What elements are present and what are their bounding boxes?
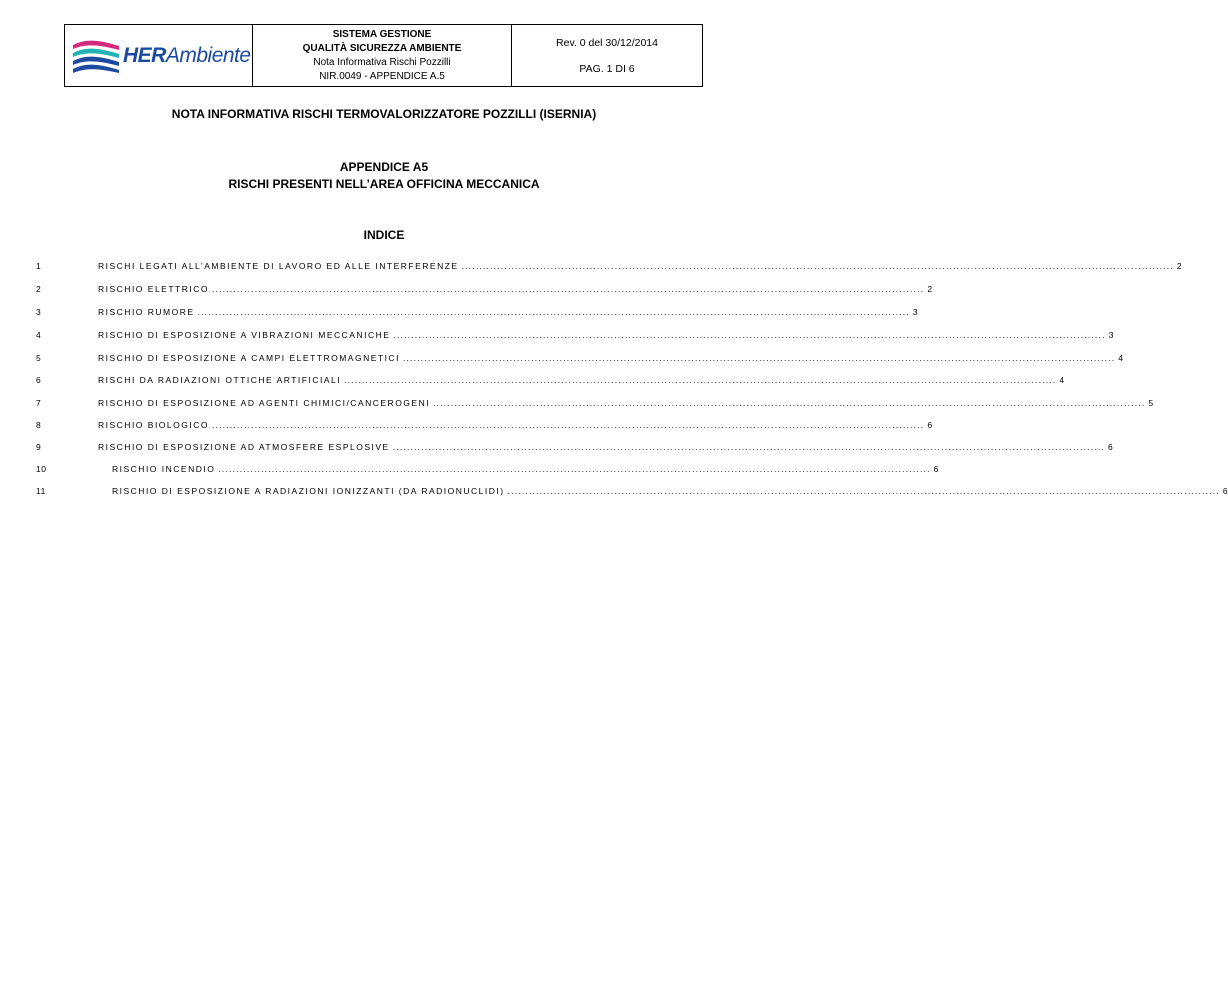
document-header <box>64 24 703 87</box>
toc-leader-dots: ........................................................................................................................................................................................................ <box>433 398 1146 408</box>
company-logo <box>65 37 252 75</box>
toc-leader-dots: ........................................................................................................................................................................................................ <box>392 442 1106 452</box>
toc-entry-title: RISCHIO DI ESPOSIZIONE A VIBRAZIONI MECCANICHE <box>98 330 391 340</box>
toc-entry[interactable] <box>36 420 933 434</box>
revision-text: Rev. 0 del 30/12/2014 <box>556 36 658 49</box>
toc-entry-title: RISCHIO DI ESPOSIZIONE AD AGENTI CHIMICI/CANCEROGENI <box>98 398 431 408</box>
toc-entry[interactable] <box>36 353 1123 367</box>
toc-entry-page: 6 <box>1108 442 1113 452</box>
toc-entry-number: 1 <box>36 261 42 271</box>
toc-leader-dots: ........................................................................................................................................................................................................ <box>402 353 1116 363</box>
toc-leader-dots: ........................................................................................................................................................................................................ <box>212 420 925 430</box>
toc-entry-title: RISCHIO BIOLOGICO <box>98 420 209 430</box>
toc-entry-title: RISCHIO DI ESPOSIZIONE A RADIAZIONI IONIZZANTI (DA RADIONUCLIDI) <box>112 486 505 496</box>
toc-entry[interactable] <box>36 464 939 478</box>
toc-entry-page: 3 <box>912 307 918 317</box>
revision-cell <box>512 25 703 87</box>
toc-entry[interactable] <box>36 330 1114 344</box>
toc-leader-dots: ........................................................................................................................................................................................................ <box>218 464 931 474</box>
system-line-4: NIR.0049 - APPENDICE A.5 <box>319 70 445 82</box>
index-heading: INDICE <box>363 228 405 242</box>
toc-entry-number: 8 <box>36 420 42 430</box>
toc-entry-page: 3 <box>1108 330 1114 340</box>
toc-entry[interactable] <box>36 261 1182 275</box>
toc-leader-dots: ........................................................................................................................................................................................................ <box>197 307 910 317</box>
hera-waves-icon <box>71 37 121 75</box>
toc-entry-page: 6 <box>933 464 939 474</box>
toc-entry-title: RISCHIO ELETTRICO <box>98 284 209 294</box>
toc-entry-page: 6 <box>1222 486 1228 496</box>
appendix-subtitle: RISCHI PRESENTI NELL’AREA OFFICINA MECCANICA <box>228 177 540 191</box>
toc-entry[interactable] <box>36 398 1154 412</box>
toc-leader-dots: ........................................................................................................................................................................................................ <box>461 261 1174 271</box>
toc-entry-page: 4 <box>1059 375 1065 385</box>
toc-entry-page: 4 <box>1118 353 1123 363</box>
appendix-title: APPENDICE A5 <box>339 160 429 174</box>
logo-cell <box>65 25 253 87</box>
system-line-3: Nota Informativa Rischi Pozzilli <box>313 56 451 68</box>
toc-leader-dots: ........................................................................................................................................................................................................ <box>211 284 925 294</box>
toc-entry-number: 3 <box>36 307 42 317</box>
toc-entry-number: 5 <box>36 353 42 363</box>
logo-text: HERAmbiente <box>123 43 251 67</box>
toc-entry-number: 10 <box>36 464 47 474</box>
toc-entry-number: 6 <box>36 375 42 385</box>
toc-entry[interactable] <box>36 442 1113 456</box>
toc-entry-title: RISCHIO INCENDIO <box>112 464 216 474</box>
toc-entry-title: RISCHI DA RADIAZIONI OTTICHE ARTIFICIALI <box>98 375 342 385</box>
system-cell <box>253 25 512 87</box>
toc-entry-number: 7 <box>36 398 42 408</box>
toc-entry-title: RISCHIO DI ESPOSIZIONE AD ATMOSFERE ESPLOSIVE <box>98 442 390 452</box>
toc-leader-dots: ........................................................................................................................................................................................................ <box>507 486 1220 496</box>
toc-entry[interactable] <box>36 375 1065 389</box>
toc-entry-number: 4 <box>36 330 42 340</box>
toc-entry[interactable] <box>36 486 1228 500</box>
toc-entry-page: 2 <box>1176 261 1182 271</box>
toc-entry-page: 6 <box>927 420 933 430</box>
toc-entry-number: 11 <box>36 486 46 496</box>
page-number: PAG. 1 DI 6 <box>579 62 635 75</box>
toc-entry[interactable] <box>36 284 933 298</box>
toc-entry[interactable] <box>36 307 918 321</box>
toc-entry-page: 2 <box>927 284 933 294</box>
toc-entry-title: RISCHI LEGATI ALL’AMBIENTE DI LAVORO ED ALLE INTERFERENZE <box>98 261 459 271</box>
toc-leader-dots: ........................................................................................................................................................................................................ <box>344 375 1057 385</box>
system-line-2: QUALITÀ SICUREZZA AMBIENTE <box>302 42 462 54</box>
toc-entry-number: 9 <box>36 442 42 452</box>
toc-entry-title: RISCHIO DI ESPOSIZIONE A CAMPI ELETTROMAGNETICI <box>98 353 400 363</box>
toc-entry-number: 2 <box>36 284 42 294</box>
document-title: NOTA INFORMATIVA RISCHI TERMOVALORIZZATORE POZZILLI (ISERNIA) <box>171 107 597 121</box>
toc-entry-page: 5 <box>1148 398 1154 408</box>
system-line-1: SISTEMA GESTIONE <box>332 28 432 40</box>
toc-entry-title: RISCHIO RUMORE <box>98 307 195 317</box>
toc-leader-dots: ........................................................................................................................................................................................................ <box>393 330 1106 340</box>
